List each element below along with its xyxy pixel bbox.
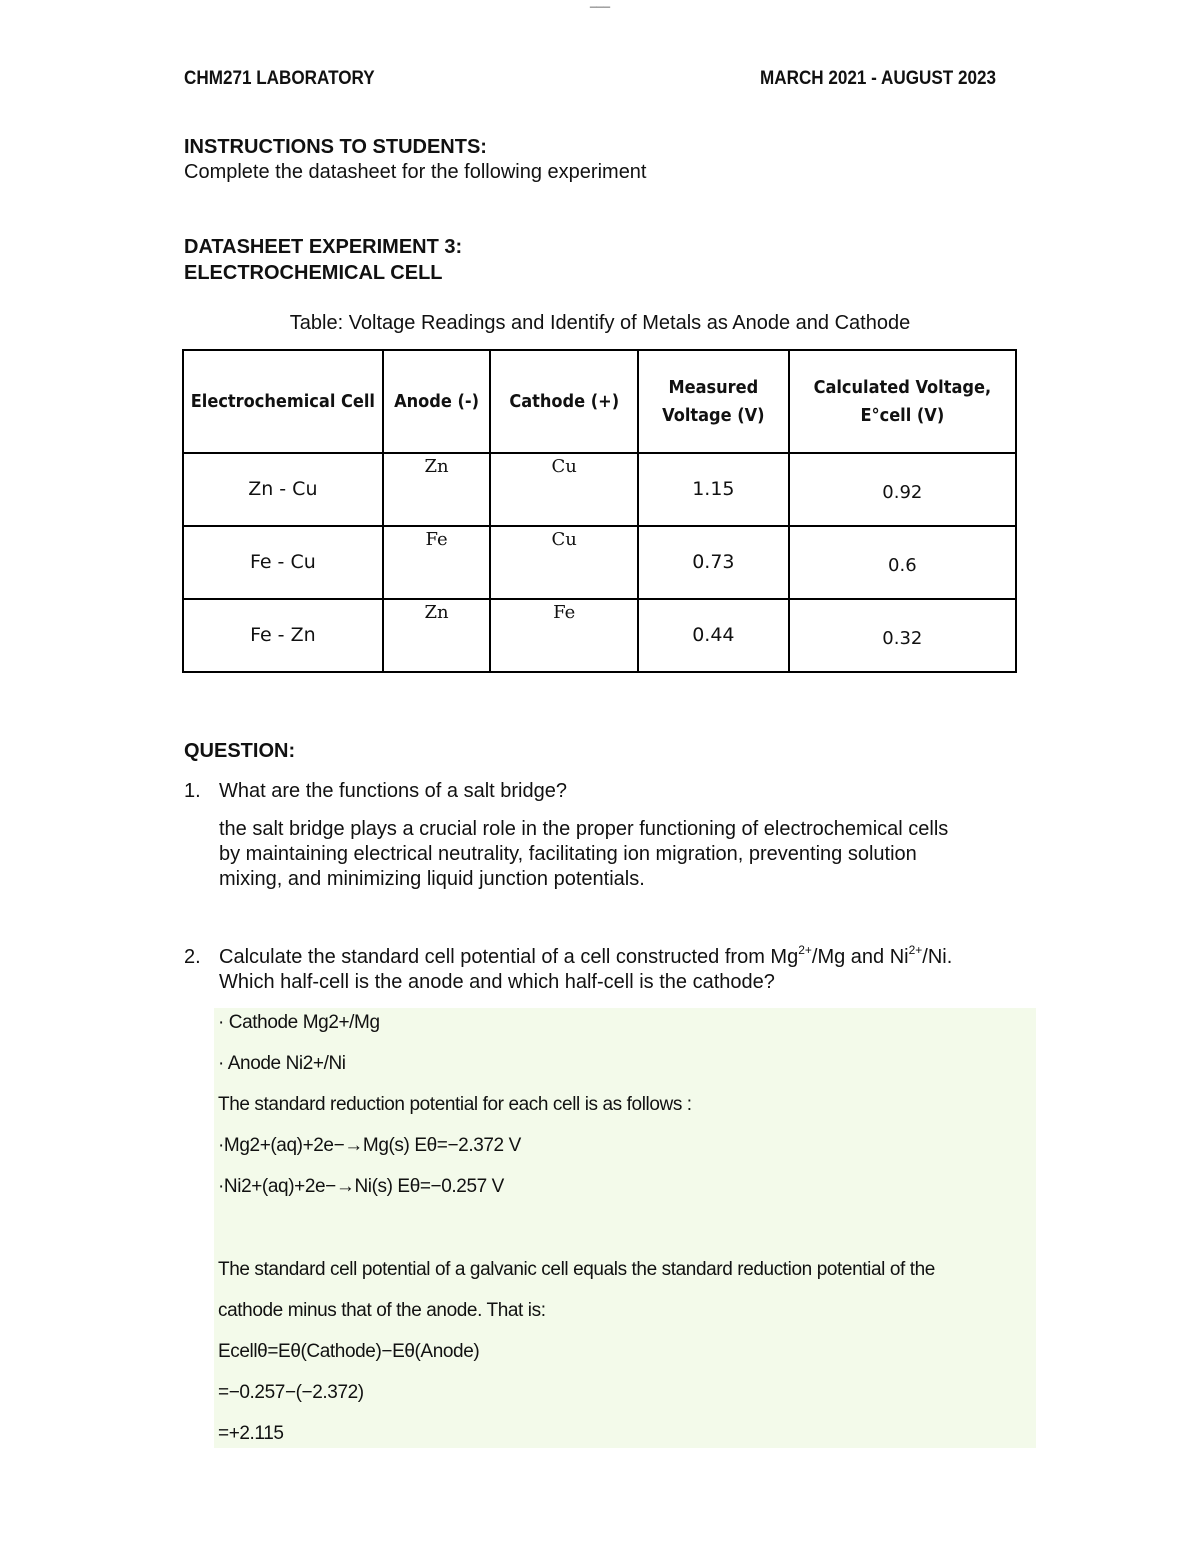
cathode-metal: Cu (551, 456, 577, 477)
question-section-title: QUESTION: (184, 740, 296, 762)
answer-1: the salt bridge plays a crucial role in the proper functioning of electrochemical cells by maintaining electrical neutrality, facilitating ion migration, preventing solution mixing, and minimizing liquid junction potentials. (219, 818, 949, 890)
answer-2-line: =+2.115 (218, 1423, 284, 1444)
cathode-metal: Fe (553, 602, 576, 623)
page-top-mark: ___ (590, 0, 611, 8)
answer-2-line: cathode minus that of the anode. That is: (218, 1300, 546, 1321)
header-anode: Anode (-) (383, 350, 491, 453)
cell-name: Zn - Cu (248, 478, 318, 500)
course-header: CHM271 LABORATORY (184, 68, 375, 89)
cathode-metal: Cu (551, 529, 577, 550)
instructions-text: Complete the datasheet for the following experiment (184, 161, 647, 183)
anode-metal: Zn (424, 456, 449, 477)
calculated-voltage: 0.6 (888, 555, 917, 576)
question-1 (184, 779, 567, 804)
header-electrochemical-cell: Electrochemical Cell (183, 350, 383, 453)
header-measured-voltage: Measured Voltage (V) (638, 350, 789, 453)
answer-2-line: The standard cell potential of a galvanic cell equals the standard reduction potential of the (218, 1259, 935, 1280)
question-number: 1. (184, 780, 201, 802)
answer-2-line: ·Mg2+(aq)+2e−→Mg(s) Eθ=−2.372 V (218, 1135, 521, 1156)
datasheet-title: DATASHEET EXPERIMENT 3: (184, 236, 463, 258)
session-header: MARCH 2021 - AUGUST 2023 (760, 68, 996, 89)
table-row (183, 526, 1016, 599)
measured-voltage: 0.44 (692, 624, 735, 646)
anode-metal: Zn (424, 602, 449, 623)
cell-name: Fe - Cu (249, 551, 316, 573)
measured-voltage: 0.73 (692, 551, 735, 573)
table-caption: Table: Voltage Readings and Identify of Metals as Anode and Cathode (289, 312, 911, 334)
voltage-table (182, 349, 1017, 673)
calculated-voltage: 0.32 (882, 628, 923, 649)
anode-metal: Fe (425, 529, 448, 550)
measured-voltage: 1.15 (692, 478, 735, 500)
answer-2-line: · Anode Ni2+/Ni (218, 1053, 346, 1074)
answer-2-line: Ecellθ=Eθ(Cathode)−Eθ(Anode) (218, 1341, 480, 1362)
answer-2-line: =−0.257−(−2.372) (218, 1382, 364, 1403)
answer-2-line: ·Ni2+(aq)+2e−→Ni(s) Eθ=−0.257 V (218, 1176, 504, 1197)
header-calculated-voltage: Calculated Voltage, E°cell (V) (789, 350, 1016, 453)
instructions-title: INSTRUCTIONS TO STUDENTS: (184, 136, 487, 158)
question-2: 2. Calculate the standard cell potential of a cell constructed from $Mg^{2+}/Mg$ and $Ni^{2+}/Ni$. Which half-cell is the anode and which half-cell is the cathode? (184, 943, 953, 993)
question-number: 2. (184, 946, 201, 968)
question-text: What are the functions of a salt bridge? (219, 780, 567, 802)
header-cathode: Cathode (+) (490, 350, 638, 453)
table-header-row (183, 350, 1016, 453)
cell-name: Fe - Zn (250, 624, 316, 646)
table-row (183, 599, 1016, 672)
answer-2-line: · Cathode Mg2+/Mg (218, 1012, 380, 1033)
calculated-voltage: 0.92 (882, 482, 923, 503)
datasheet-subtitle: ELECTROCHEMICAL CELL (184, 262, 443, 284)
answer-2-line: The standard reduction potential for each cell is as follows : (218, 1094, 692, 1115)
table-row (183, 453, 1016, 526)
